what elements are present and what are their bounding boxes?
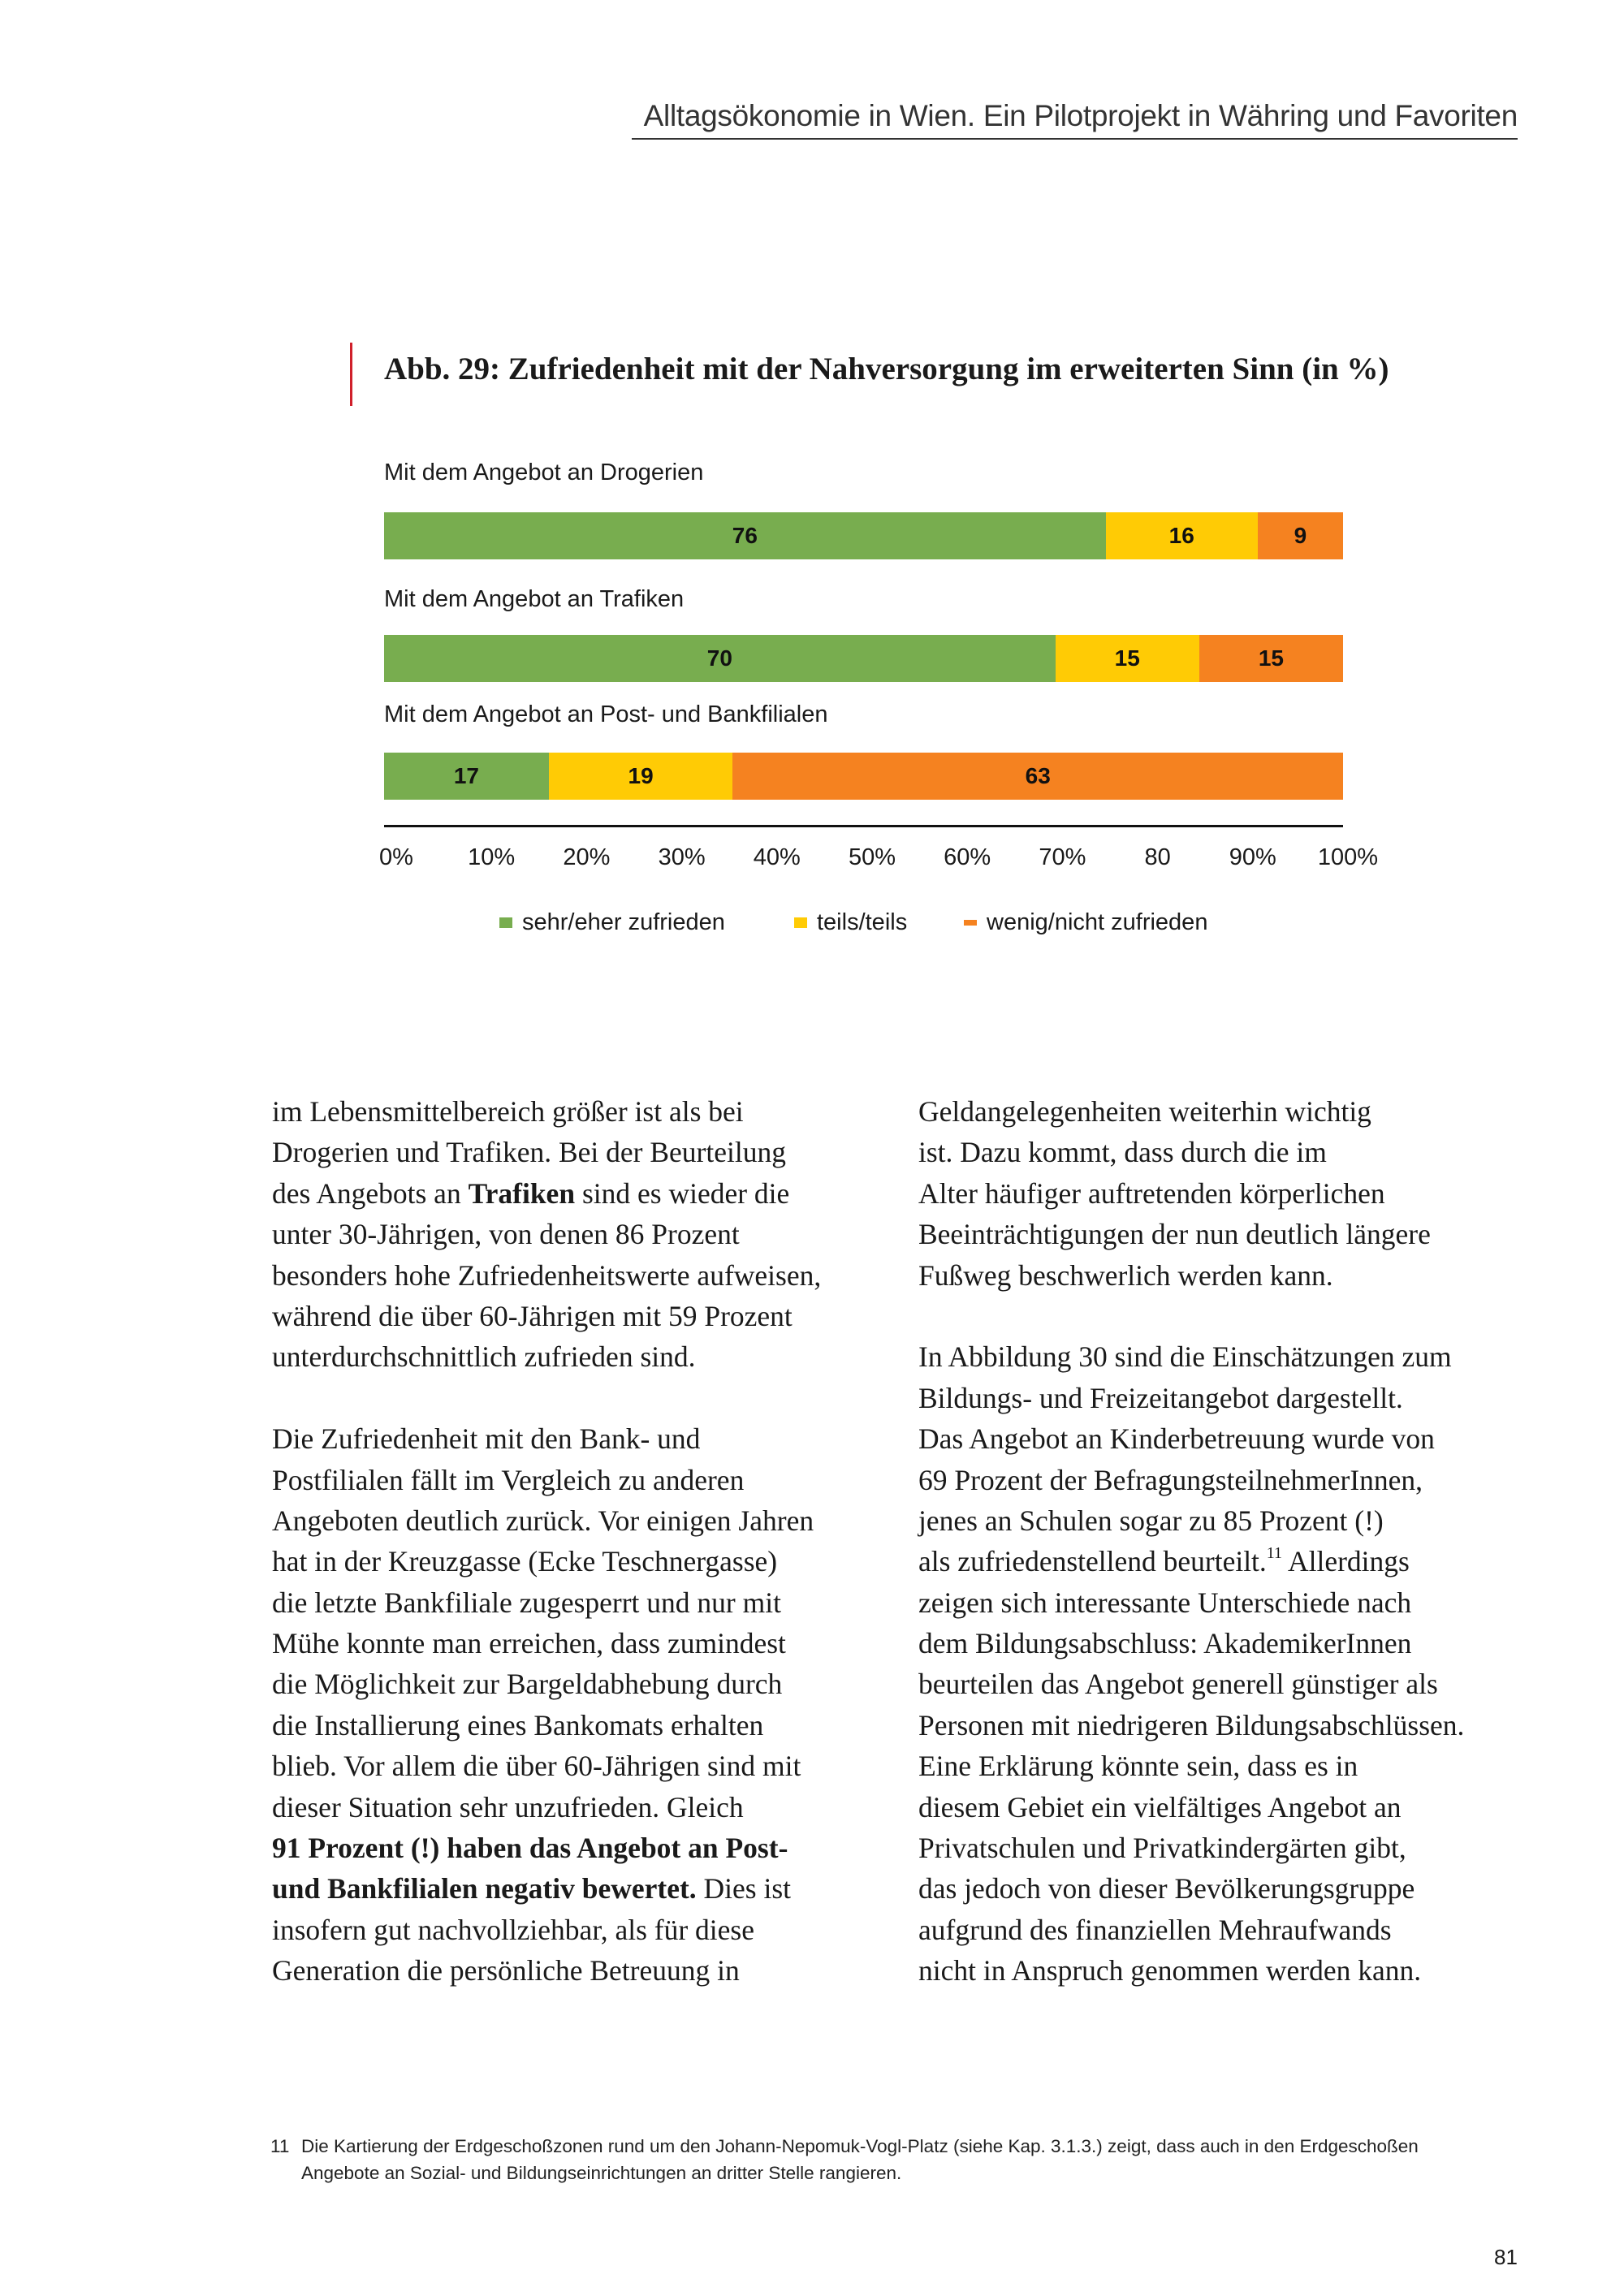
bold-text: Trafiken (468, 1176, 576, 1210)
text: Privatschulen und Privatkindergärten gibt, (918, 1832, 1406, 1865)
legend-label: wenig/nicht zufrieden (987, 909, 1208, 935)
body-text-left-column (272, 1091, 821, 1992)
legend-item (964, 909, 1207, 936)
text-line (918, 1746, 1464, 1786)
text: ist. Dazu kommt, dass durch die im (918, 1136, 1327, 1169)
text-line (272, 1460, 821, 1500)
text-line (272, 1418, 821, 1459)
text-line (272, 1787, 821, 1828)
text: im Lebensmittelbereich größer ist als bei (272, 1095, 744, 1128)
text: diesem Gebiet ein vielfältiges Angebot an (918, 1790, 1402, 1823)
bar-category-label: Mit dem Angebot an Trafiken (384, 586, 685, 612)
figure-accent-bar (350, 343, 352, 406)
legend-swatch-icon (964, 920, 977, 926)
footnote-line: Die Kartierung der Erdgeschoßzonen rund um den Johann-Nepomuk-Vogl-Platz (siehe Kap. 3.1.3.) zeigt, dass auch in den Erdgeschoßen (301, 2136, 1419, 2156)
footnote (270, 2133, 1419, 2186)
text: die letzte Bankfiliale zugesperrt und nur mit (272, 1586, 781, 1619)
x-tick-label: 0% (379, 844, 413, 870)
x-tick-label: 100% (1317, 844, 1379, 870)
body-text-right-column (918, 1091, 1464, 1992)
text: Postfilialen fällt im Vergleich zu anderen (272, 1463, 745, 1496)
text: Eine Erklärung könnte sein, dass es in (918, 1750, 1358, 1783)
text: Das Angebot an Kinderbetreuung wurde von (918, 1422, 1435, 1456)
text: sind es wieder die (575, 1176, 790, 1210)
text-line (918, 1091, 1464, 1132)
bar-segment: 76 (384, 512, 1106, 559)
text-line (272, 1336, 821, 1377)
text-line (918, 1173, 1464, 1214)
text: die Möglichkeit zur Bargeldabhebung durch (272, 1668, 783, 1701)
figure-title: Abb. 29: Zufriedenheit mit der Nahversorgung im erweiterten Sinn (in %) (384, 352, 1389, 386)
bar-category-label: Mit dem Angebot an Post- und Bankfilialen (384, 701, 828, 727)
text-line (918, 1418, 1464, 1459)
text: Bildungs- und Freizeitangebot dargestellt. (918, 1381, 1403, 1414)
text: die Installierung eines Bankomats erhalten (272, 1708, 764, 1741)
text: Die Zufriedenheit mit den Bank- und (272, 1422, 701, 1456)
text: während die über 60-Jährigen mit 59 Prozent (272, 1299, 793, 1332)
text-line (918, 1460, 1464, 1500)
text-line (918, 1828, 1464, 1868)
text: blieb. Vor allem die über 60-Jährigen sind mit (272, 1750, 801, 1783)
x-tick-label: 20% (563, 844, 611, 870)
bar-segment: 63 (732, 753, 1343, 800)
legend-label: teils/teils (817, 909, 908, 935)
x-tick-label: 30% (658, 844, 706, 870)
text-line (272, 1091, 821, 1132)
text-line (272, 1623, 821, 1664)
x-tick-label: 60% (944, 844, 991, 870)
text: Drogerien und Trafiken. Bei der Beurteilung (272, 1136, 786, 1169)
text: Allerdings (1282, 1545, 1410, 1578)
text: In Abbildung 30 sind die Einschätzungen zum (918, 1340, 1452, 1374)
footnote-line: Angebote an Sozial- und Bildungseinrichtungen an dritter Stelle rangieren. (301, 2163, 902, 2183)
bar-segment: 15 (1056, 635, 1199, 682)
text: 69 Prozent der BefragungsteilnehmerInnen, (918, 1463, 1423, 1496)
footnote-number: 11 (270, 2136, 290, 2156)
text-line (272, 1910, 821, 1950)
text-line (918, 1950, 1464, 1991)
text-line (918, 1500, 1464, 1541)
text: dem Bildungsabschluss: AkademikerInnen (918, 1627, 1412, 1660)
x-tick-label: 10% (468, 844, 516, 870)
text-line (272, 1500, 821, 1541)
text-line (918, 1910, 1464, 1950)
text: aufgrund des finanziellen Mehraufwands (918, 1913, 1392, 1946)
bold-text: 91 Prozent (!) haben das Angebot an Post- (272, 1832, 788, 1865)
text: beurteilen das Angebot generell günstiger als (918, 1668, 1438, 1701)
x-axis-line (384, 825, 1343, 827)
text-line (918, 1378, 1464, 1418)
text-line (272, 1582, 821, 1623)
text: dieser Situation sehr unzufrieden. Gleich (272, 1790, 744, 1823)
bar-segment: 15 (1199, 635, 1343, 682)
legend-item (499, 909, 725, 936)
text-line (272, 1132, 821, 1172)
legend-label: sehr/eher zufrieden (522, 909, 725, 935)
legend-swatch-icon (794, 917, 807, 928)
legend-swatch-icon (499, 917, 512, 928)
text: Generation die persönliche Betreuung in (272, 1954, 740, 1987)
bar-segment: 17 (384, 753, 549, 800)
text-line (918, 1623, 1464, 1664)
text-line (918, 1255, 1464, 1296)
bar-segment: 9 (1258, 512, 1343, 559)
stacked-bar (384, 512, 1343, 559)
x-tick-label: 40% (753, 844, 801, 870)
text: Dies ist (696, 1872, 792, 1905)
text-line (272, 1255, 821, 1296)
x-tick-label: 90% (1229, 844, 1276, 870)
text-line (918, 1868, 1464, 1909)
text-line (272, 1541, 821, 1582)
text-line (918, 1336, 1464, 1377)
text: insofern gut nachvollziehbar, als für diese (272, 1913, 754, 1946)
paragraph-gap (272, 1378, 821, 1418)
text-line (272, 1173, 821, 1214)
running-head: Alltagsökonomie in Wien. Ein Pilotprojekt in Währing und Favoriten (632, 99, 1518, 140)
text: Alter häufiger auftretenden körperlichen (918, 1176, 1385, 1210)
stacked-bar (384, 635, 1343, 682)
text-line (272, 1214, 821, 1254)
bold-text: und Bankfilialen negativ bewertet. (272, 1872, 697, 1905)
text-line (918, 1132, 1464, 1172)
text: des Angebots an (272, 1176, 469, 1210)
x-tick-label: 80 (1144, 844, 1171, 870)
text: Fußweg beschwerlich werden kann. (918, 1258, 1333, 1292)
text-line (272, 1828, 821, 1868)
text-line (918, 1664, 1464, 1704)
paragraph-gap (918, 1296, 1464, 1336)
text-line (272, 1950, 821, 1991)
text-line (918, 1541, 1464, 1582)
text: Beeinträchtigungen der nun deutlich längere (918, 1218, 1431, 1251)
text-line (918, 1787, 1464, 1828)
text-line (272, 1705, 821, 1746)
text-line (918, 1705, 1464, 1746)
text: Mühe konnte man erreichen, dass zumindest (272, 1627, 786, 1660)
bar-category-label: Mit dem Angebot an Drogerien (384, 460, 704, 486)
stacked-bar (384, 753, 1343, 800)
text: zeigen sich interessante Unterschiede nach (918, 1586, 1412, 1619)
text: Angeboten deutlich zurück. Vor einigen Jahren (272, 1504, 814, 1537)
text: das jedoch von dieser Bevölkerungsgruppe (918, 1872, 1415, 1905)
text: nicht in Anspruch genommen werden kann. (918, 1954, 1422, 1987)
text: hat in der Kreuzgasse (Ecke Teschnergasse) (272, 1545, 778, 1578)
text-line (272, 1868, 821, 1909)
text: unter 30-Jährigen, von denen 86 Prozent (272, 1218, 740, 1251)
text: Geldangelegenheiten weiterhin wichtig (918, 1095, 1371, 1128)
text: jenes an Schulen sogar zu 85 Prozent (!) (918, 1504, 1384, 1537)
page-number: 81 (1494, 2245, 1518, 2269)
bar-segment: 70 (384, 635, 1056, 682)
text: unterdurchschnittlich zufrieden sind. (272, 1340, 696, 1374)
text: Personen mit niedrigeren Bildungsabschlüssen. (918, 1708, 1465, 1741)
bar-segment: 19 (549, 753, 733, 800)
legend-item (794, 909, 907, 936)
text-line (272, 1296, 821, 1336)
text: als zufriedenstellend beurteilt. (918, 1545, 1267, 1578)
text-line (918, 1214, 1464, 1254)
footnote-ref: 11 (1266, 1544, 1283, 1563)
text: besonders hohe Zufriedenheitswerte aufweisen, (272, 1258, 822, 1292)
x-tick-label: 70% (1039, 844, 1086, 870)
text-line (272, 1664, 821, 1704)
bar-segment: 16 (1106, 512, 1258, 559)
x-tick-label: 50% (848, 844, 896, 870)
text-line (918, 1582, 1464, 1623)
text-line (272, 1746, 821, 1786)
